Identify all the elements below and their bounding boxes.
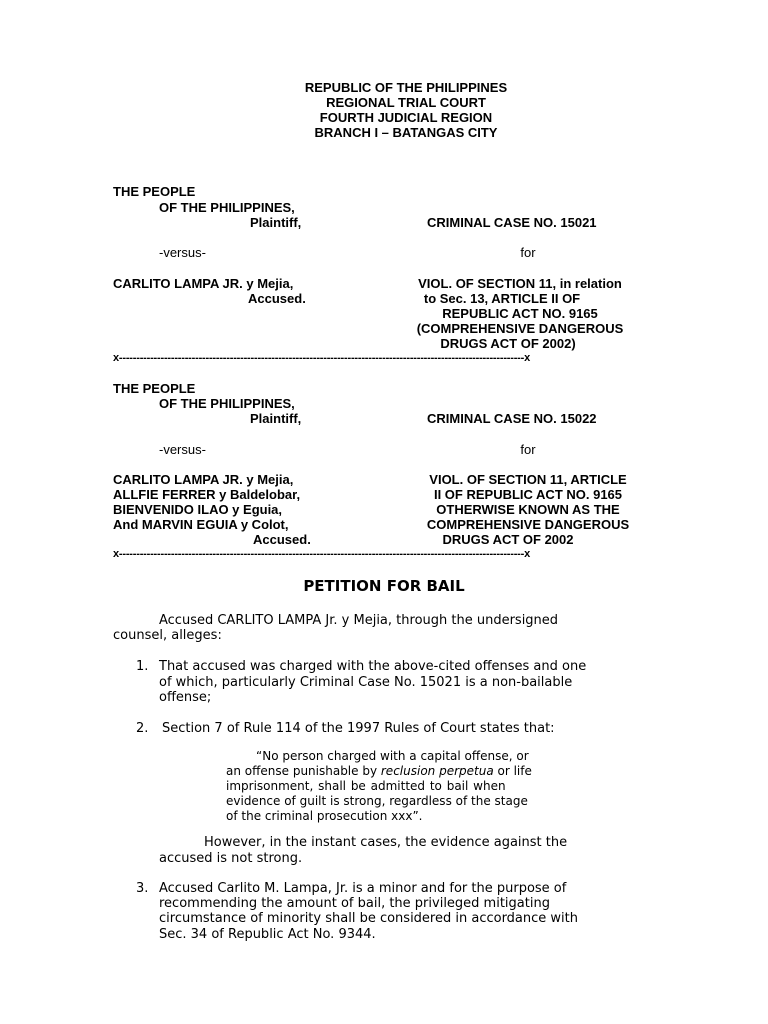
charge-line-2: II OF REPUBLIC ACT NO. 9165 <box>433 487 623 502</box>
charge-line-4: (COMPREHENSIVE DANGEROUS <box>416 321 624 336</box>
accused-name: And MARVIN EGUIA y Colot, <box>113 517 289 532</box>
accused-role: Accused. <box>248 291 306 306</box>
plaintiff-role: Plaintiff, <box>250 215 302 230</box>
item-number: 2. <box>136 721 149 736</box>
header-line-3: FOURTH JUDICIAL REGION <box>319 110 493 125</box>
accused-name: CARLITO LAMPA JR. y Mejia, <box>113 276 294 291</box>
item-text: of which, particularly Criminal Case No. 15021 is a non-bailable <box>159 675 573 690</box>
intro-line-1: Accused CARLITO LAMPA Jr. y Mejia, through the undersigned <box>159 613 559 628</box>
item-text: recommending the amount of bail, the privileged mitigating <box>159 896 550 911</box>
charge-line-2: to Sec. 13, ARTICLE II OF <box>423 291 581 306</box>
quote-line-2 <box>226 764 532 779</box>
accused-name: BIENVENIDO ILAO y Eguia, <box>113 502 283 517</box>
charge-line-1: VIOL. OF SECTION 11, ARTICLE <box>429 472 627 487</box>
charge-line-3: OTHERWISE KNOWN AS THE <box>436 502 620 517</box>
item-text: circumstance of minority shall be considered in accordance with <box>159 911 578 926</box>
plaintiff-name-line-1: THE PEOPLE <box>113 381 196 396</box>
intro-line-2: counsel, alleges: <box>113 628 222 643</box>
accused-name: ALLFIE FERRER y Baldelobar, <box>113 487 301 502</box>
quote-line-5: of the criminal prosecution xxx”. <box>226 809 423 823</box>
case-number: CRIMINAL CASE NO. 15022 <box>427 411 597 426</box>
item-text: Sec. 34 of Republic Act No. 9344. <box>159 927 376 942</box>
charge-line-1: VIOL. OF SECTION 11, in relation <box>418 276 622 291</box>
header-line-4: BRANCH I – BATANGAS CITY <box>314 125 498 140</box>
for-label: for <box>520 245 536 260</box>
document-title: PETITION FOR BAIL <box>303 577 465 595</box>
plaintiff-role: Plaintiff, <box>250 411 302 426</box>
versus-label: -versus- <box>159 442 206 457</box>
plaintiff-name-line-2: OF THE PHILIPPINES, <box>159 396 295 411</box>
however-line-2: accused is not strong. <box>159 851 303 866</box>
quote-text: an offense punishable by <box>226 764 381 778</box>
plaintiff-name-line-1: THE PEOPLE <box>113 184 196 199</box>
item-number: 1. <box>136 659 149 674</box>
accused-role: Accused. <box>253 532 311 547</box>
accused-name: CARLITO LAMPA JR. y Mejia, <box>113 472 294 487</box>
case-number: CRIMINAL CASE NO. 15021 <box>427 215 597 230</box>
caption-separator: x---------------------------------------------------------------------------------------------------------------------x <box>113 352 531 364</box>
however-line-1: However, in the instant cases, the evidence against the <box>204 835 568 850</box>
charge-line-5: DRUGS ACT OF 2002 <box>442 532 574 547</box>
versus-label: -versus- <box>159 245 206 260</box>
caption-separator: x---------------------------------------------------------------------------------------------------------------------x <box>113 548 531 560</box>
item-number: 3. <box>136 881 149 896</box>
item-text: That accused was charged with the above-cited offenses and one <box>159 659 587 674</box>
charge-line-3: REPUBLIC ACT NO. 9165 <box>442 306 598 321</box>
header-line-2: REGIONAL TRIAL COURT <box>326 95 486 110</box>
quote-emphasis: reclusion perpetua <box>380 764 494 778</box>
quote-line-1: “No person charged with a capital offense, or <box>256 749 529 763</box>
quote-line-4: evidence of guilt is strong, regardless of the stage <box>226 794 528 808</box>
charge-line-5: DRUGS ACT OF 2002) <box>440 336 576 351</box>
for-label: for <box>520 442 536 457</box>
item-text: Accused Carlito M. Lampa, Jr. is a minor and for the purpose of <box>159 881 567 896</box>
item-text: Section 7 of Rule 114 of the 1997 Rules of Court states that: <box>162 721 555 736</box>
charge-line-4: COMPREHENSIVE DANGEROUS <box>426 517 630 532</box>
plaintiff-name-line-2: OF THE PHILIPPINES, <box>159 200 295 215</box>
header-line-1: REPUBLIC OF THE PHILIPPINES <box>304 80 508 95</box>
quote-line-3: imprisonment, shall be admitted to bail when <box>226 779 506 793</box>
quote-text: or life <box>493 764 532 778</box>
item-text: offense; <box>159 690 212 705</box>
